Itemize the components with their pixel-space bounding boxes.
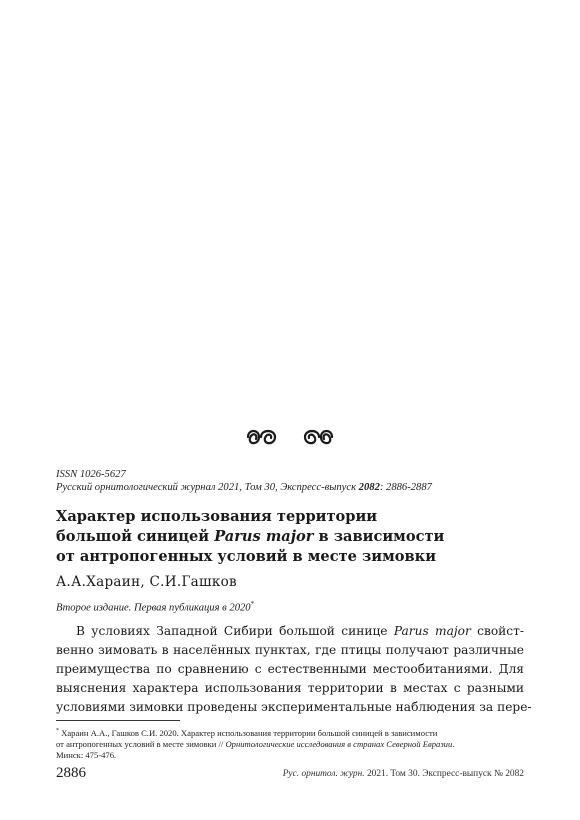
footnote xyxy=(56,726,526,761)
right-flourish-icon xyxy=(301,426,335,448)
title-line-2 xyxy=(56,527,526,547)
page-number: 2886 xyxy=(56,765,86,781)
citation-issue: 2082 xyxy=(358,482,380,493)
footnote-line-1 xyxy=(56,726,526,739)
footnote-divider xyxy=(56,720,180,721)
issn: ISSN 1026-5627 xyxy=(56,469,126,480)
edition-note xyxy=(56,598,526,615)
body-line: преимущества по сравнению с естественными местообитаниями. Для xyxy=(56,662,524,676)
citation-prefix: Русский орнитологический журнал 2021, Том 30, Экспресс-выпуск xyxy=(56,482,359,493)
running-footer-journal: Рус. орнитол. журн. xyxy=(282,769,365,779)
species-name: Parus major xyxy=(214,528,314,545)
body-paragraph xyxy=(56,622,532,717)
journal-citation xyxy=(56,481,526,494)
running-footer xyxy=(283,768,524,780)
authors: А.А.Хараин, С.И.Гашков xyxy=(56,574,237,590)
edition-text: Второе издание. Первая публикация в 2020 xyxy=(56,602,251,614)
ornament-divider xyxy=(0,420,580,454)
footnote-mark: * xyxy=(56,728,59,734)
body-species-name: Parus major xyxy=(393,624,471,638)
footnote-line-2 xyxy=(56,739,526,750)
title-line-1: Характер использования территории xyxy=(56,508,378,525)
footnote-line-3: Минск: 475-476. xyxy=(56,749,117,760)
running-footer-rest: 2021. Том 30. Экспресс-выпуск № 2082 xyxy=(364,769,524,779)
title-line-2-post: в зависимости xyxy=(313,528,445,545)
footnote-line-2-post: . xyxy=(452,738,455,749)
publication-meta xyxy=(56,468,526,494)
body-line-1-post: свойст- xyxy=(470,624,524,638)
footnote-source-title: Орнитологические исследования в странах Северной Евразии xyxy=(225,738,453,749)
footnote-line-1-text: Хараин А.А., Гашков С.И. 2020. Характер использования территории большой синицей в зависимости xyxy=(61,727,438,738)
body-line: выяснения характера использования территории в местах с разными xyxy=(56,681,524,695)
title-line-3: от антропогенных условий в месте зимовки xyxy=(56,548,437,565)
body-line: условиями зимовки проведены экспериментальные наблюдения за пере- xyxy=(56,700,532,714)
edition-footnote-mark: * xyxy=(250,600,255,608)
citation-pages: : 2886-2887 xyxy=(379,482,432,493)
body-line xyxy=(56,622,524,641)
article-title xyxy=(56,507,526,567)
left-flourish-icon xyxy=(245,426,279,448)
footnote-line-2-pre: от антропогенных условий в месте зимовки // xyxy=(56,738,226,749)
body-line: венно зимовать в населённых пунктах, где птицы получают различные xyxy=(56,643,524,657)
title-line-2-pre: большой синицей xyxy=(56,528,215,545)
body-line-1-pre: В условиях Западной Сибири большой синице xyxy=(76,624,394,638)
